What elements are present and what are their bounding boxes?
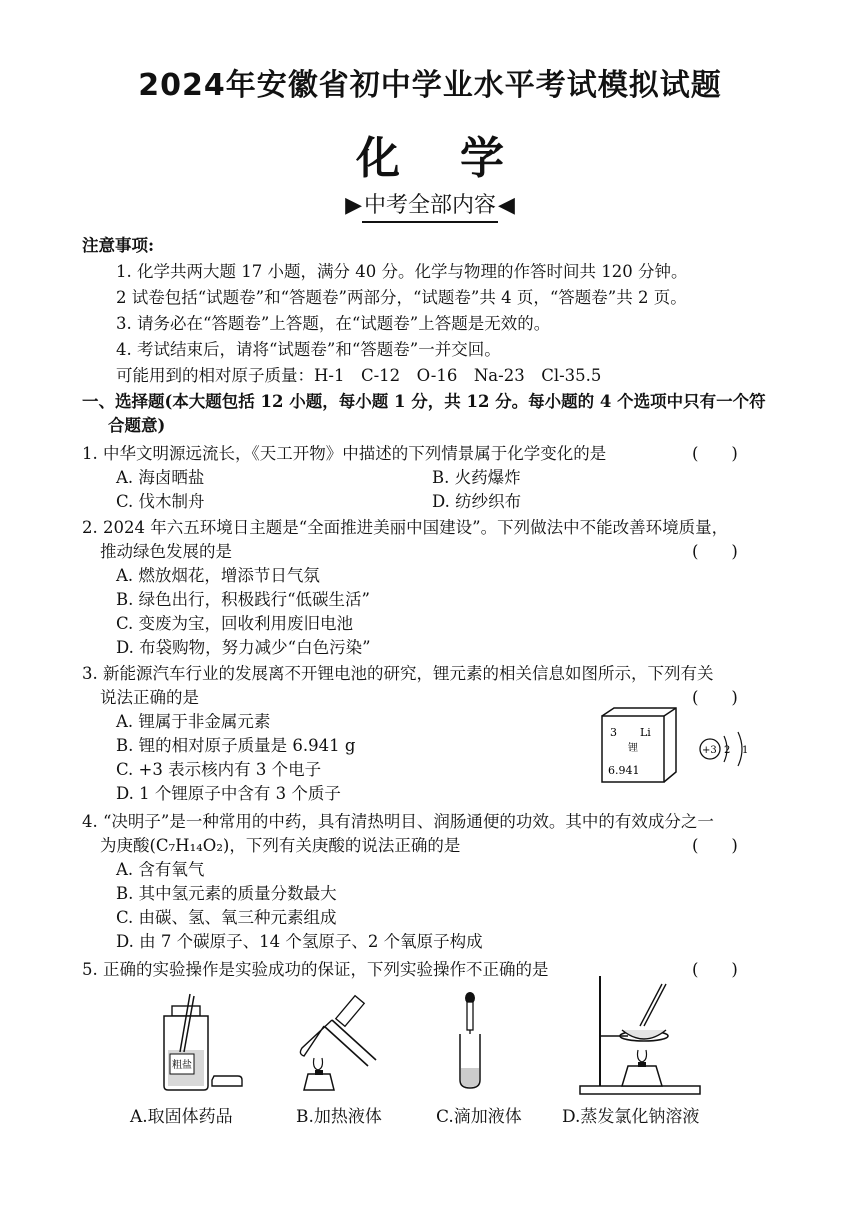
figure-caption-c: C.滴加液体 bbox=[436, 1107, 522, 1127]
option-d: D. 由 7 个碳原子、14 个氢原子、2 个氧原子构成 bbox=[116, 932, 483, 951]
nucleus-charge: +3 bbox=[702, 745, 717, 756]
option-d: D. 布袋购物，努力减少“白色污染” bbox=[116, 638, 371, 657]
question-stem: 5. 正确的实验操作是实验成功的保证，下列实验操作不正确的是 bbox=[82, 960, 549, 979]
answer-paren: ( ) bbox=[692, 960, 738, 979]
atomic-mass: 6.941 bbox=[608, 764, 640, 777]
element-card bbox=[602, 708, 676, 782]
question-stem: 3. 新能源汽车行业的发展离不开锂电池的研究，锂元素的相关信息如图所示，下列有关 bbox=[82, 664, 714, 683]
scope-banner bbox=[0, 188, 860, 223]
dropper-figure bbox=[440, 990, 500, 1095]
option-a: A. 锂属于非金属元素 bbox=[116, 712, 271, 731]
notice-heading: 注意事项: bbox=[82, 236, 155, 255]
question-stem: 1. 中华文明源远流长，《天工开物》中描述的下列情景属于化学变化的是 bbox=[82, 444, 607, 463]
exam-title: 2024年安徽省初中学业水平考试模拟试题 bbox=[138, 68, 722, 103]
atomic-structure-diagram bbox=[700, 732, 748, 766]
option-b: B. 火药爆炸 bbox=[432, 468, 521, 487]
figure-caption-a: A.取固体药品 bbox=[130, 1107, 233, 1127]
answer-paren: ( ) bbox=[692, 836, 738, 855]
evaporation-figure bbox=[570, 970, 710, 1100]
scope-text: 中考全部内容 bbox=[362, 188, 498, 223]
option-a: A. 海卤晒盐 bbox=[116, 468, 205, 487]
atomic-mass-line: 可能用到的相对原子质量：H-1 C-12 O-16 Na-23 Cl-35.5 bbox=[116, 366, 602, 385]
atomic-number: 3 bbox=[610, 726, 617, 739]
option-b: B. 锂的相对原子质量是 6.941 g bbox=[116, 736, 356, 755]
question-stem-cont: 说法正确的是 bbox=[100, 688, 199, 707]
option-d: D. 纺纱织布 bbox=[432, 492, 522, 511]
triangle-right-icon: ▶ bbox=[345, 193, 362, 218]
option-c: C. 由碳、氢、氧三种元素组成 bbox=[116, 908, 337, 927]
option-a: A. 燃放烟花，增添节日气氛 bbox=[116, 566, 320, 585]
jar-label: 粗盐 bbox=[172, 1060, 192, 1071]
notice-item: 1. 化学共两大题 17 小题，满分 40 分。化学与物理的作答时间共 120 分钟。 bbox=[116, 262, 688, 281]
subject-title: 化学 bbox=[356, 133, 564, 184]
option-b: B. 其中氢元素的质量分数最大 bbox=[116, 884, 337, 903]
heating-liquid-figure bbox=[298, 990, 398, 1095]
triangle-left-icon: ◀ bbox=[498, 193, 515, 218]
answer-paren: ( ) bbox=[692, 542, 738, 561]
question-stem-cont: 推动绿色发展的是 bbox=[100, 542, 232, 561]
section-heading: 一、选择题(本大题包括 12 小题，每小题 1 分，共 12 分。每小题的 4 个选项中只有一个符 bbox=[82, 392, 766, 411]
figure-caption-d: D.蒸发氯化钠溶液 bbox=[562, 1107, 700, 1127]
option-c: C. +3 表示核内有 3 个电子 bbox=[116, 760, 322, 779]
option-c: C. 变废为宝，回收利用废旧电池 bbox=[116, 614, 354, 633]
option-a: A. 含有氧气 bbox=[116, 860, 205, 879]
shell-2-electrons: 1 bbox=[742, 745, 749, 756]
question-stem: 4. “决明子”是一种常用的中药，具有清热明目、润肠通便的功效。其中的有效成分之一 bbox=[82, 812, 714, 831]
notice-item: 3. 请务必在“答题卷”上答题，在“试题卷”上答题是无效的。 bbox=[116, 314, 551, 333]
reagent-jar-figure bbox=[150, 990, 250, 1095]
option-c: C. 伐木制舟 bbox=[116, 492, 205, 511]
answer-paren: ( ) bbox=[692, 688, 738, 707]
lithium-element-figure bbox=[600, 706, 760, 786]
question-stem-cont: 为庚酸(C₇H₁₄O₂)，下列有关庚酸的说法正确的是 bbox=[100, 836, 461, 855]
figure-caption-b: B.加热液体 bbox=[296, 1107, 382, 1127]
element-name: 锂 bbox=[628, 743, 638, 754]
section-heading-cont: 合题意) bbox=[108, 416, 166, 435]
option-d: D. 1 个锂原子中含有 3 个质子 bbox=[116, 784, 341, 803]
option-b: B. 绿色出行，积极践行“低碳生活” bbox=[116, 590, 370, 609]
notice-item: 2 试卷包括“试题卷”和“答题卷”两部分，“试题卷”共 4 页，“答题卷”共 2 页。 bbox=[116, 288, 687, 307]
answer-paren: ( ) bbox=[692, 444, 738, 463]
notice-item: 4. 考试结束后，请将“试题卷”和“答题卷”一并交回。 bbox=[116, 340, 501, 359]
shell-1-electrons: 2 bbox=[724, 745, 731, 756]
question-stem: 2. 2024 年六五环境日主题是“全面推进美丽中国建设”。下列做法中不能改善环境质量， bbox=[82, 518, 729, 537]
element-symbol: Li bbox=[640, 726, 651, 739]
